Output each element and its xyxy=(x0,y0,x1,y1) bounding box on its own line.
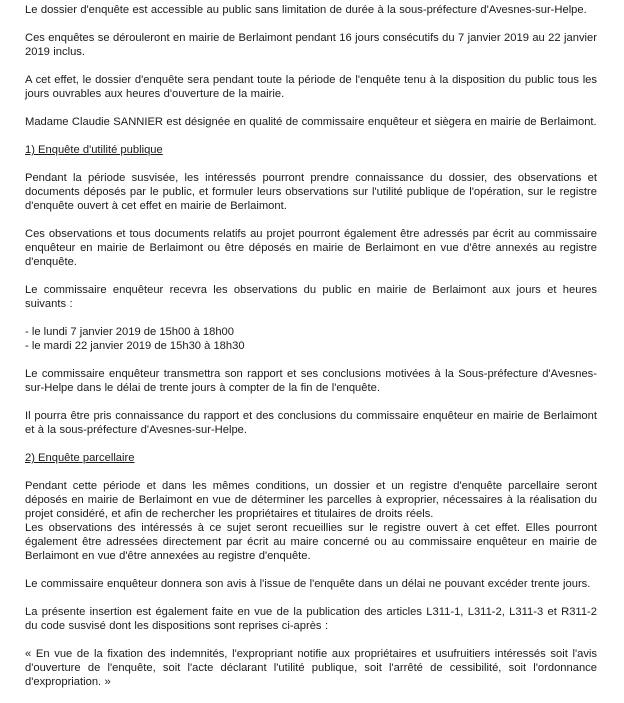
paragraph-parcellaire-observations: Les observations des intéressés à ce sujet seront recueillies sur le registre ouvert à cet effet. Elles pourront également être adressées directement par écrit au maire concerné ou au commissaire enquêteur en mairie de Berlaimont en vue d'être annexées au registre d'enquête. xyxy=(25,522,597,562)
section-heading-text: 1) Enquête d'utilité publique xyxy=(25,144,163,156)
section-heading-utilite-publique xyxy=(25,143,597,157)
paragraph-permanences: Le commissaire enquêteur recevra les observations du public en mairie de Berlaimont aux jours et heures suivants : xyxy=(25,284,597,310)
paragraph-availability: A cet effet, le dossier d'enquête sera pendant toute la période de l'enquête tenu à la disposition du public tous les jours ouvrables aux heures d'ouverture de la mairie. xyxy=(25,74,597,100)
section-heading-parcellaire xyxy=(25,451,597,465)
permanence-item: - le mardi 22 janvier 2019 de 15h30 à 18h30 xyxy=(25,340,245,352)
paragraph-consultation: Le dossier d'enquête est accessible au public sans limitation de durée à la sous-préfecture d'Avesnes-sur-Helpe. xyxy=(25,4,587,16)
paragraph-commissaire: Madame Claudie SANNIER est désignée en qualité de commissaire enquêteur et siègera en mairie de Berlaimont. xyxy=(25,116,597,128)
paragraph-written-observations: Ces observations et tous documents relatifs au projet pourront également être adressés par écrit au commissaire enquêteur en mairie de Berlaimont ou être déposés en mairie de Berlaimont en vue d'être annexés au registre d'enquête. xyxy=(25,228,597,268)
paragraph-rapport: Le commissaire enquêteur transmettra son rapport et ses conclusions motivées à la Sous-préfecture d'Avesnes-sur-Helpe dans le délai de trente jours à compter de la fin de l'enquête. xyxy=(25,368,597,394)
section-heading-text: 2) Enquête parcellaire xyxy=(25,452,135,464)
paragraph-parcellaire-dossier: Pendant cette période et dans les mêmes conditions, un dossier et un registre d'enquête parcellaire seront déposés en mairie de Berlaimont en vue de déterminer les parcelles à exproprier, nécessaires à la réalisation du projet considéré, et afin de rechercher les propriétaires et titulaires de droits réels. xyxy=(25,480,597,520)
document-body xyxy=(25,3,597,703)
paragraph-consultation-rapport: Il pourra être pris connaissance du rapport et des conclusions du commissaire enquêteur en mairie de Berlaimont et à la sous-préfecture d'Avesnes-sur-Helpe. xyxy=(25,410,597,436)
permanence-item: - le lundi 7 janvier 2019 de 15h00 à 18h00 xyxy=(25,326,234,338)
paragraph-public-consultation: Pendant la période susvisée, les intéressés pourront prendre connaissance du dossier, des observations et documents déposés par le public, et formuler leurs observations sur l'utilité publique de l'opération, sur le registre d'enquête ouvert à cet effet en mairie de Berlaimont. xyxy=(25,172,597,212)
permanence-list xyxy=(25,325,597,353)
paragraph-articles: La présente insertion est également faite en vue de la publication des articles L311-1, L311-2, L311-3 et R311-2 du code susvisé dont les dispositions sont reprises ci-après : xyxy=(25,606,597,632)
paragraph-citation: « En vue de la fixation des indemnités, l'expropriant notifie aux propriétaires et usufruitiers intéressés soit l'avis d'ouverture de l'enquête, soit l'acte déclarant l'utilité publique, soit l'arrêté de cessibilité, soit l'ordonnance d'expropriation. » xyxy=(25,648,597,688)
paragraph-dates: Ces enquêtes se dérouleront en mairie de Berlaimont pendant 16 jours consécutifs du 7 janvier 2019 au 22 janvier 2019 inclus. xyxy=(25,32,597,58)
paragraph-avis: Le commissaire enquêteur donnera son avis à l'issue de l'enquête dans un délai ne pouvant excéder trente jours. xyxy=(25,578,591,590)
